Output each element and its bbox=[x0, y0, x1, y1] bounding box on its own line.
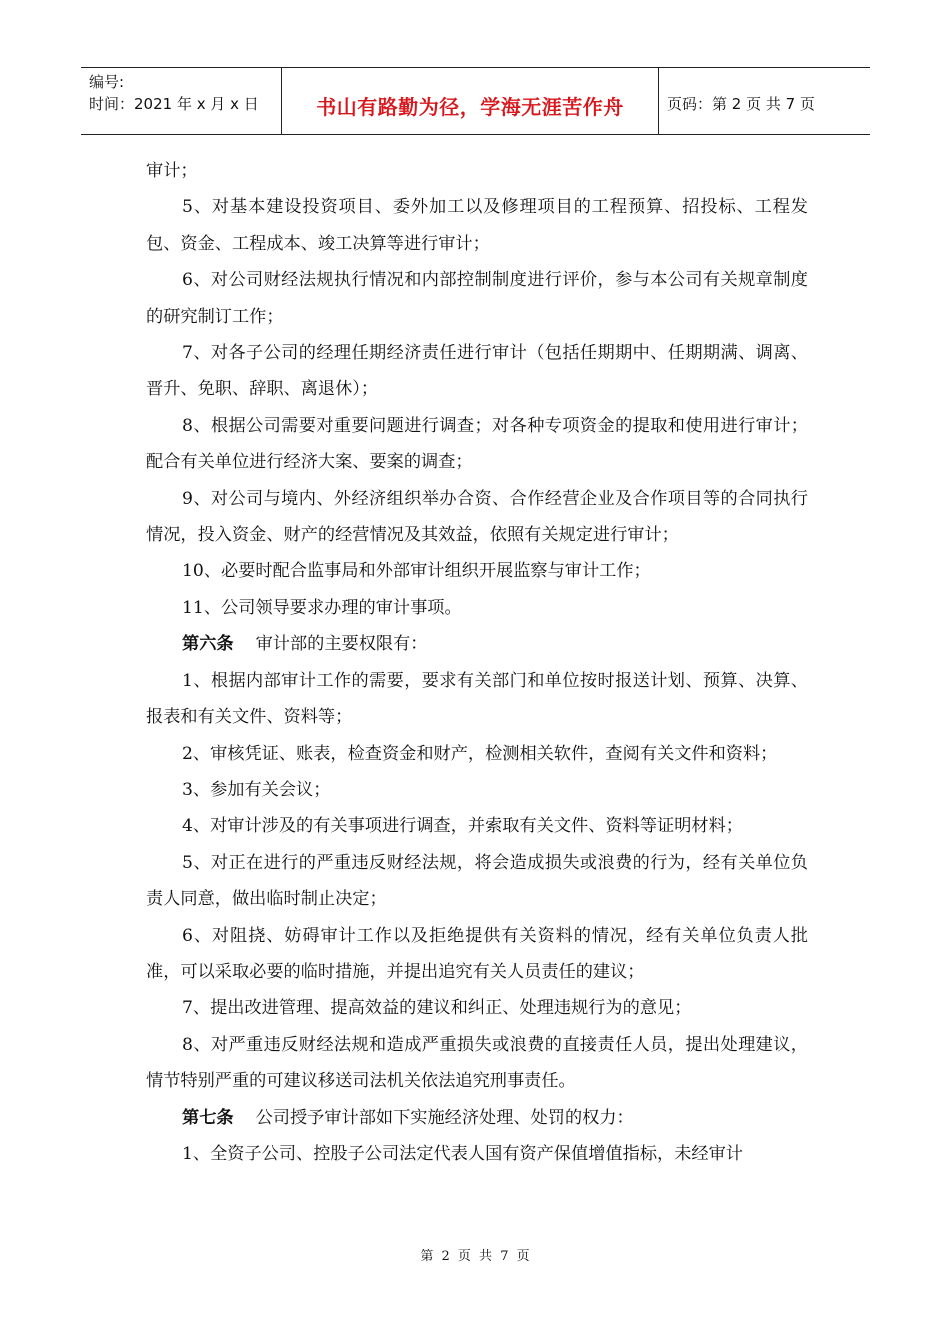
paragraph-text: 4、对审计涉及的有关事项进行调查，并索取有关文件、资料等证明材料； bbox=[182, 816, 743, 837]
paragraph-text: 3、参加有关会议； bbox=[182, 779, 331, 800]
paragraph-text: 11、公司领导要求办理的审计事项。 bbox=[182, 597, 462, 618]
paragraph-text: 7、提出改进管理、提高效益的建议和纠正、处理违规行为的意见； bbox=[182, 998, 692, 1019]
header-page-cell bbox=[659, 70, 870, 136]
paragraph-text: 1、根据内部审计工作的需要，要求有关部门和单位按时报送计划、预算、决算、报表和有关文件、资料等； bbox=[146, 670, 808, 728]
list-item bbox=[146, 663, 808, 736]
paragraph-text: 7、对各子公司的经理任期经济责任进行审计（包括任期期中、任期期满、调离、晋升、免职、辞职、离退休）； bbox=[146, 343, 808, 400]
header-page-label: 页码：第 2 页 共 7 页 bbox=[667, 94, 815, 113]
paragraph-text: 8、对严重违反财经法规和造成严重损失或浪费的直接责任人员，提出处理建议，情节特别严重的可建议移送司法机关依法追究刑事责任。 bbox=[146, 1034, 808, 1092]
paragraph-text: 1、全资子公司、控股子公司法定代表人国有资产保值增值指标，未经审计 bbox=[182, 1143, 743, 1164]
paragraph-continuation bbox=[146, 153, 808, 189]
list-item bbox=[146, 845, 808, 918]
list-item bbox=[146, 481, 808, 554]
paragraph-text: 8、根据公司需要对重要问题进行调查；对各种专项资金的提取和使用进行审计；配合有关单位进行经济大案、要案的调查； bbox=[146, 415, 808, 473]
document-time-label: 时间：2021 年 x 月 x 日 bbox=[89, 95, 259, 113]
document-header bbox=[81, 67, 870, 135]
header-meta-cell bbox=[81, 68, 282, 134]
article-heading bbox=[146, 626, 808, 662]
paragraph-text: 5、对基本建设投资项目、委外加工以及修理项目的工程预算、招投标、工程发包、资金、工程成本、竣工决算等进行审计； bbox=[146, 197, 808, 254]
list-item bbox=[146, 772, 808, 808]
article-title: 第七条 bbox=[182, 1107, 234, 1128]
header-motto: 书山有路勤为径，学海无涯苦作舟 bbox=[316, 94, 624, 119]
list-item bbox=[146, 1027, 808, 1100]
footer-page-number: 第 2 页 共 7 页 bbox=[420, 1249, 530, 1264]
list-item bbox=[146, 590, 808, 626]
article-text: 审计部的主要权限有： bbox=[255, 634, 428, 655]
paragraph-text: 6、对阻挠、妨碍审计工作以及拒绝提供有关资料的情况，经有关单位负责人批准，可以采取必要的临时措施，并提出追究有关人员责任的建议； bbox=[146, 925, 808, 982]
paragraph-text: 审计； bbox=[146, 161, 198, 181]
document-body bbox=[146, 153, 808, 1172]
paragraph-text: 2、审核凭证、账表，检查资金和财产，检测相关软件，查阅有关文件和资料； bbox=[182, 743, 778, 764]
paragraph-text: 6、对公司财经法规执行情况和内部控制制度进行评价，参与本公司有关规章制度的研究制订工作； bbox=[146, 270, 808, 327]
list-item bbox=[146, 1136, 808, 1172]
list-item bbox=[146, 335, 808, 408]
page-footer bbox=[0, 1245, 950, 1264]
paragraph-text: 9、对公司与境内、外经济组织举办合资、合作经营企业及合作项目等的合同执行情况，投入资金、财产的经营情况及其效益，依照有关规定进行审计； bbox=[146, 488, 808, 546]
paragraph-text: 10、必要时配合监事局和外部审计组织开展监察与审计工作； bbox=[182, 561, 651, 582]
article-text: 公司授予审计部如下实施经济处理、处罚的权力： bbox=[255, 1107, 634, 1128]
list-item bbox=[146, 408, 808, 481]
list-item bbox=[146, 918, 808, 991]
paragraph-text: 5、对正在进行的严重违反财经法规，将会造成损失或浪费的行为，经有关单位负责人同意，做出临时制止决定； bbox=[146, 852, 808, 910]
list-item bbox=[146, 189, 808, 262]
list-item bbox=[146, 262, 808, 335]
list-item bbox=[146, 990, 808, 1026]
article-heading bbox=[146, 1100, 808, 1136]
article-title: 第六条 bbox=[182, 634, 234, 655]
document-number-label: 编号: bbox=[89, 73, 125, 91]
header-motto-cell bbox=[282, 68, 659, 134]
list-item bbox=[146, 553, 808, 589]
list-item bbox=[146, 808, 808, 844]
list-item bbox=[146, 736, 808, 772]
